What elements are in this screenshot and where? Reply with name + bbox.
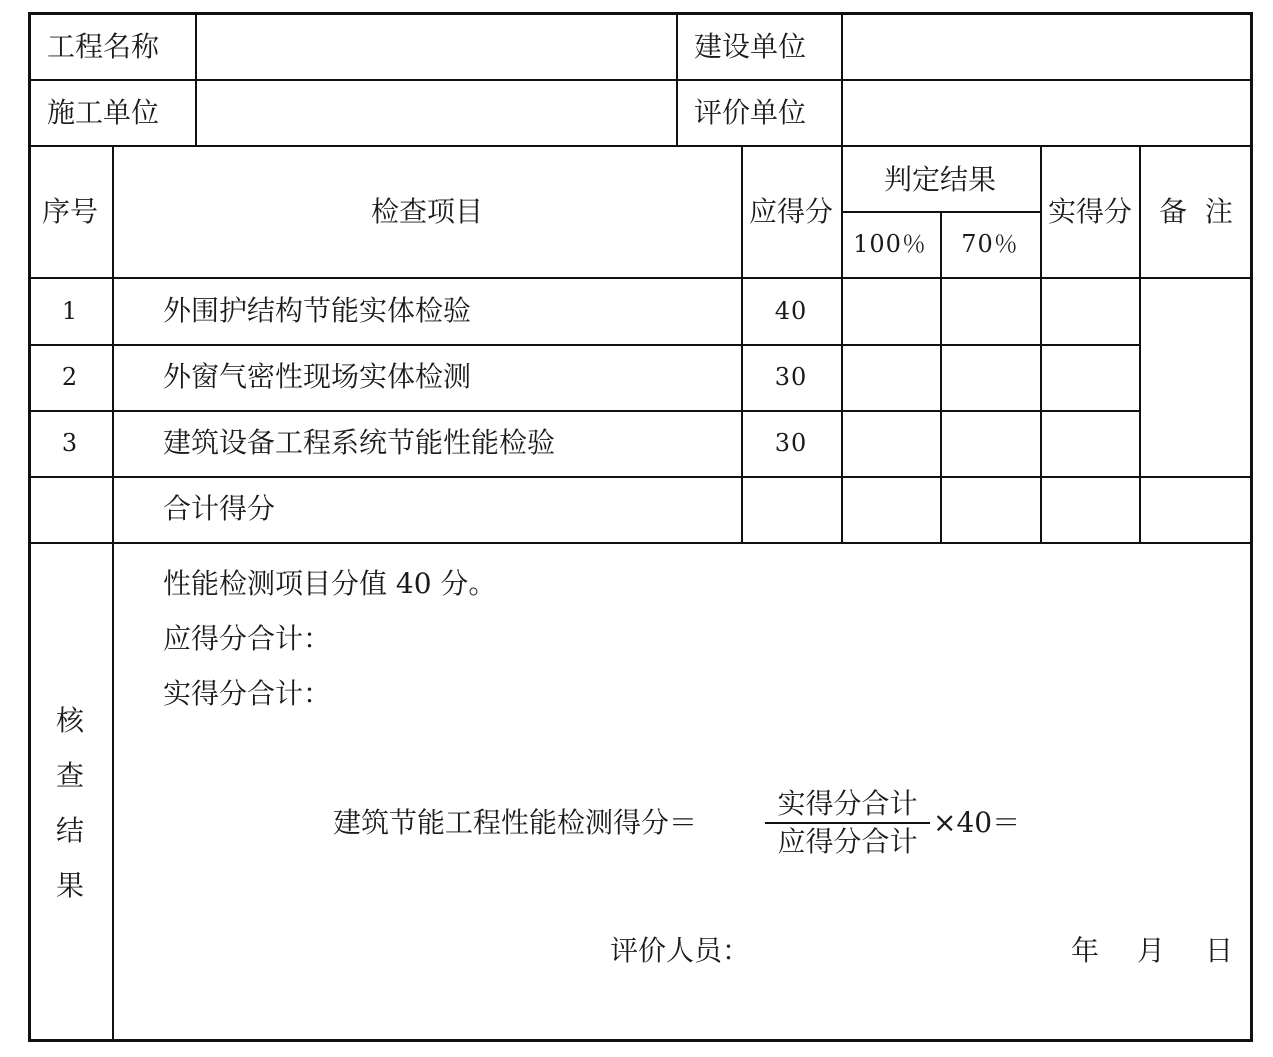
row-3-item: 建筑设备工程系统节能性能检验: [163, 426, 556, 459]
formula-right: ×40＝: [933, 806, 1021, 839]
result-line-expected-total: 应得分合计：: [163, 622, 332, 655]
col-divider-p70: [1040, 145, 1042, 543]
total-score-label: 合计得分: [163, 492, 276, 525]
row-1-expected: 40: [774, 297, 808, 325]
formula-left: 建筑节能工程性能检测得分＝: [333, 806, 698, 839]
date-day: 日: [1205, 934, 1234, 967]
evaluator-label: 评价单位: [694, 96, 807, 129]
date-month: 月: [1137, 934, 1166, 967]
row-2-expected: 30: [774, 363, 808, 391]
col-header-item: 检查项目: [370, 195, 484, 228]
col-header-expected: 应得分: [748, 195, 834, 228]
evaluation-form-table: [28, 12, 1253, 1042]
builder-label: 建设单位: [694, 30, 807, 63]
col-divider-header-c: [841, 12, 843, 146]
row-divider-7: [28, 542, 1253, 544]
col-divider-seq: [112, 145, 114, 1042]
col-header-seq: 序号: [41, 195, 99, 228]
row-divider-2: [28, 145, 1253, 147]
formula-denominator: 应得分合计: [777, 825, 918, 858]
project-name-label: 工程名称: [47, 30, 160, 63]
row-1-item: 外围护结构节能实体检验: [163, 294, 472, 327]
result-line-points: 性能检测项目分值 40 分。: [163, 567, 497, 600]
row-3-expected: 30: [774, 429, 808, 457]
formula-fraction: [765, 787, 930, 858]
row-1-seq: 1: [61, 297, 79, 325]
col-header-judgement: 判定结果: [883, 163, 997, 196]
col-header-100-percent: 100％: [853, 230, 927, 258]
row-divider-3: [28, 277, 1253, 279]
row-divider-1: [28, 79, 1253, 81]
col-divider-header-b: [676, 12, 678, 146]
row-2-seq: 2: [61, 363, 79, 391]
row-divider-5: [28, 410, 1140, 412]
col-header-70-percent: 70％: [961, 230, 1019, 258]
evaluator-person-label: 评价人员：: [610, 934, 751, 967]
col-divider-actual: [1139, 145, 1141, 543]
row-divider-6: [28, 476, 1253, 478]
col-divider-p100: [940, 211, 942, 543]
formula-numerator: 实得分合计: [765, 790, 930, 824]
col-header-remark: 备 注: [1159, 195, 1233, 228]
result-line-actual-total: 实得分合计：: [163, 677, 332, 710]
col-divider-header-a: [195, 12, 197, 146]
date-year: 年: [1071, 934, 1100, 967]
row-2-item: 外窗气密性现场实体检测: [163, 360, 472, 393]
col-divider-item: [741, 145, 743, 543]
col-divider-expected: [841, 145, 843, 543]
col-header-actual: 实得分: [1047, 195, 1133, 228]
result-section-label: 核 查 结 果: [55, 704, 84, 902]
contractor-label: 施工单位: [47, 96, 160, 129]
row-3-seq: 3: [61, 429, 79, 457]
row-divider-4: [28, 344, 1140, 346]
